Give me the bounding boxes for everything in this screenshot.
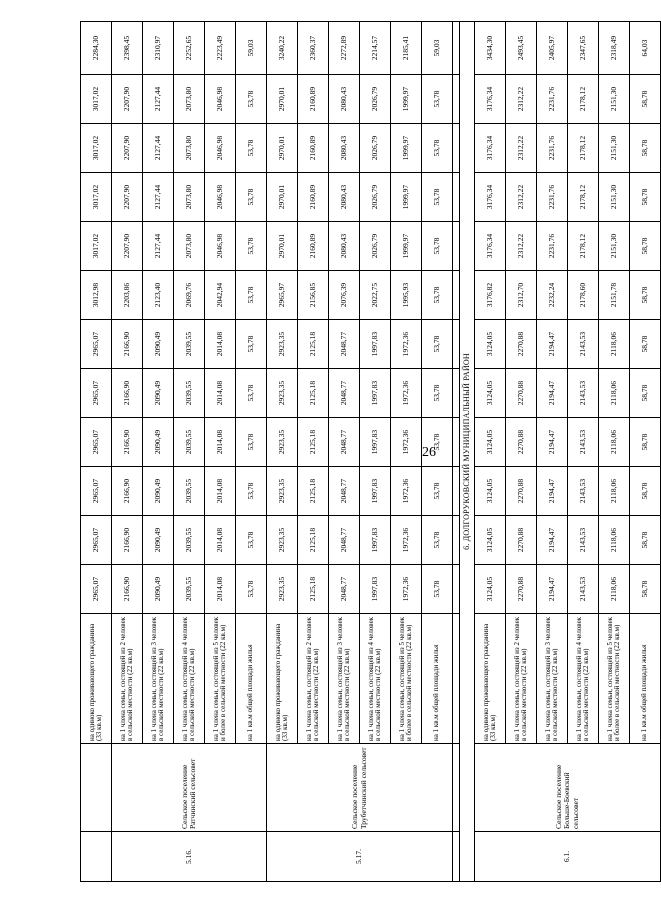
row-label: на 1 члена семьи, состоящей из 3 человек в сельской местности (22 кв.м) [329, 614, 360, 744]
value-cell: 2194,47 [537, 565, 568, 614]
value-cell: 3124,05 [475, 565, 506, 614]
value-cell: 2207,90 [112, 75, 143, 124]
empty-cell [453, 516, 460, 565]
value-cell: 2048,77 [329, 516, 360, 565]
value-cell: 2270,88 [506, 467, 537, 516]
value-cell: 1997,83 [360, 369, 391, 418]
value-cell: 2166,90 [112, 467, 143, 516]
empty-cell [453, 271, 460, 320]
value-cell: 2178,60 [568, 271, 599, 320]
value-cell: 58,78 [630, 565, 661, 614]
value-cell: 3017,02 [81, 222, 112, 271]
value-cell: 2048,77 [329, 320, 360, 369]
value-cell: 2970,01 [267, 222, 298, 271]
value-cell: 2026,79 [360, 75, 391, 124]
value-cell: 2965,07 [81, 467, 112, 516]
value-cell: 2080,43 [329, 75, 360, 124]
value-cell: 2156,85 [298, 271, 329, 320]
value-cell: 2252,65 [174, 22, 205, 75]
value-cell: 2160,89 [298, 124, 329, 173]
value-cell: 2166,90 [112, 418, 143, 467]
value-cell: 2127,44 [143, 222, 174, 271]
value-cell: 2178,12 [568, 124, 599, 173]
value-cell: 2166,90 [112, 516, 143, 565]
value-cell: 2046,98 [205, 124, 236, 173]
value-cell: 2923,35 [267, 516, 298, 565]
settlement-name: Сельское поселение Больше-Боевский сельсовет [475, 744, 661, 832]
value-cell: 2026,79 [360, 124, 391, 173]
value-cell: 2014,08 [205, 467, 236, 516]
value-cell: 2270,88 [506, 516, 537, 565]
value-cell: 1972,36 [391, 320, 422, 369]
empty-cell [453, 75, 460, 124]
value-cell: 2965,07 [81, 516, 112, 565]
value-cell: 2090,49 [143, 516, 174, 565]
value-cell: 2166,90 [112, 320, 143, 369]
value-cell: 2178,12 [568, 222, 599, 271]
value-cell: 2270,88 [506, 369, 537, 418]
settlement-name [81, 744, 112, 832]
value-cell: 2143,53 [568, 467, 599, 516]
value-cell: 53,78 [236, 173, 267, 222]
value-cell: 53,78 [236, 369, 267, 418]
value-cell: 2118,06 [599, 320, 630, 369]
value-cell: 2398,45 [112, 22, 143, 75]
value-cell: 2143,53 [568, 418, 599, 467]
value-cell: 2039,55 [174, 467, 205, 516]
value-cell: 1999,97 [391, 75, 422, 124]
value-cell: 53,78 [422, 75, 453, 124]
value-cell: 2069,76 [174, 271, 205, 320]
value-cell: 2166,90 [112, 565, 143, 614]
value-cell: 2039,55 [174, 516, 205, 565]
value-cell: 53,78 [422, 271, 453, 320]
empty-cell [453, 369, 460, 418]
value-cell: 2270,88 [506, 418, 537, 467]
value-cell: 2090,49 [143, 565, 174, 614]
value-cell: 3124,05 [475, 320, 506, 369]
value-cell: 2194,47 [537, 320, 568, 369]
value-cell: 1972,36 [391, 516, 422, 565]
value-cell: 2090,49 [143, 369, 174, 418]
settlement-name: Сельское поселение Ратчинский сельсовет [112, 744, 267, 832]
value-cell: 3176,34 [475, 222, 506, 271]
value-cell: 2048,77 [329, 565, 360, 614]
value-cell: 2272,89 [329, 22, 360, 75]
value-cell: 2143,53 [568, 565, 599, 614]
value-cell: 3434,30 [475, 22, 506, 75]
value-cell: 2231,76 [537, 75, 568, 124]
value-cell: 2125,18 [298, 516, 329, 565]
row-number [81, 832, 112, 882]
value-cell: 3176,34 [475, 75, 506, 124]
value-cell: 3017,02 [81, 173, 112, 222]
empty-cell [453, 320, 460, 369]
value-cell: 2014,08 [205, 418, 236, 467]
value-cell: 1999,97 [391, 124, 422, 173]
value-cell: 53,78 [422, 124, 453, 173]
value-cell: 2073,80 [174, 222, 205, 271]
value-cell: 58,78 [630, 124, 661, 173]
value-cell: 2039,55 [174, 418, 205, 467]
value-cell: 2923,35 [267, 369, 298, 418]
value-cell: 53,78 [236, 565, 267, 614]
row-label: на 1 члена семьи, состоящей из 4 человек в сельской местности (22 кв.м) [360, 614, 391, 744]
table-row [112, 22, 143, 882]
value-cell: 2143,53 [568, 516, 599, 565]
value-cell: 2360,37 [298, 22, 329, 75]
value-cell: 59,03 [236, 22, 267, 75]
value-cell: 3176,34 [475, 124, 506, 173]
value-cell: 2207,90 [112, 222, 143, 271]
value-cell: 1995,93 [391, 271, 422, 320]
value-cell: 2194,47 [537, 467, 568, 516]
value-cell: 2118,06 [599, 467, 630, 516]
value-cell: 53,78 [422, 467, 453, 516]
value-cell: 64,03 [630, 22, 661, 75]
empty-cell [453, 418, 460, 467]
value-cell: 2026,79 [360, 222, 391, 271]
value-cell: 1972,36 [391, 467, 422, 516]
value-cell: 58,78 [630, 369, 661, 418]
value-cell: 2160,89 [298, 173, 329, 222]
value-cell: 1999,97 [391, 173, 422, 222]
value-cell: 3017,02 [81, 124, 112, 173]
value-cell: 2127,44 [143, 75, 174, 124]
value-cell: 2231,76 [537, 173, 568, 222]
value-cell: 2312,22 [506, 124, 537, 173]
value-cell: 2965,07 [81, 369, 112, 418]
empty-cell [453, 467, 460, 516]
value-cell: 2090,49 [143, 467, 174, 516]
empty-cell [453, 22, 460, 75]
value-cell: 2125,18 [298, 467, 329, 516]
row-label: на 1 члена семьи, состоящей из 2 человек в сельской местности (22 кв.м) [506, 614, 537, 744]
value-cell: 2118,06 [599, 418, 630, 467]
empty-cell [453, 173, 460, 222]
value-cell: 2214,57 [360, 22, 391, 75]
row-label: на 1 члена семьи, состоящей из 4 человек в сельской местности (22 кв.м) [568, 614, 599, 744]
value-cell: 2125,18 [298, 565, 329, 614]
row-label: на 1 члена семьи, состоящей из 2 человек в сельской местности (22 кв.м) [298, 614, 329, 744]
row-label: на 1 члена семьи, состоящей из 2 человек в сельской местности (22 кв.м) [112, 614, 143, 744]
value-cell: 2151,30 [599, 173, 630, 222]
value-cell: 2207,90 [112, 173, 143, 222]
value-cell: 53,78 [236, 271, 267, 320]
page-number: 26 [422, 445, 436, 460]
value-cell: 2046,98 [205, 75, 236, 124]
value-cell: 2312,70 [506, 271, 537, 320]
value-cell: 2123,40 [143, 271, 174, 320]
empty-cell [453, 832, 460, 882]
value-cell: 2284,30 [81, 22, 112, 75]
value-cell: 2312,22 [506, 75, 537, 124]
value-cell: 2039,55 [174, 369, 205, 418]
value-cell: 2151,78 [599, 271, 630, 320]
value-cell: 2312,22 [506, 173, 537, 222]
value-cell: 1997,83 [360, 467, 391, 516]
value-cell: 53,78 [236, 222, 267, 271]
value-cell: 53,78 [236, 467, 267, 516]
value-cell: 2080,43 [329, 173, 360, 222]
table-row [267, 22, 298, 882]
value-cell: 2270,88 [506, 565, 537, 614]
empty-cell [453, 124, 460, 173]
value-cell: 53,78 [236, 124, 267, 173]
value-cell: 2127,44 [143, 173, 174, 222]
value-cell: 53,78 [236, 75, 267, 124]
value-cell: 2312,22 [506, 222, 537, 271]
value-cell: 2151,30 [599, 222, 630, 271]
value-cell: 2080,43 [329, 124, 360, 173]
value-cell: 2151,30 [599, 124, 630, 173]
value-cell: 2125,18 [298, 369, 329, 418]
value-cell: 2014,08 [205, 320, 236, 369]
value-cell: 2347,65 [568, 22, 599, 75]
value-cell: 2178,12 [568, 173, 599, 222]
value-cell: 3176,34 [475, 173, 506, 222]
value-cell: 3017,02 [81, 75, 112, 124]
section-header: 6. ДОЛГОРУКОВСКИЙ МУНИЦИПАЛЬНЫЙ РАЙОН [460, 22, 475, 882]
row-label: на одиноко проживающего гражданина (33 кв.м) [475, 614, 506, 744]
value-cell: 53,78 [236, 516, 267, 565]
value-cell: 1997,83 [360, 565, 391, 614]
value-cell: 2014,08 [205, 369, 236, 418]
value-cell: 2270,88 [506, 320, 537, 369]
value-cell: 2160,89 [298, 222, 329, 271]
value-cell: 1972,36 [391, 369, 422, 418]
value-cell: 2022,75 [360, 271, 391, 320]
value-cell: 2207,90 [112, 124, 143, 173]
row-label: на 1 члена семьи, состоящей из 5 человек и более в сельской местности (22 кв.м) [205, 614, 236, 744]
value-cell: 2048,77 [329, 369, 360, 418]
row-label: на 1 кв.м общей площади жилья [630, 614, 661, 744]
value-cell: 2127,44 [143, 124, 174, 173]
value-cell: 2151,30 [599, 75, 630, 124]
row-label: на одиноко проживающего гражданина (33 кв.м) [81, 614, 112, 744]
value-cell: 2073,80 [174, 75, 205, 124]
value-cell: 3124,05 [475, 516, 506, 565]
value-cell: 2073,80 [174, 173, 205, 222]
value-cell: 53,78 [422, 418, 453, 467]
value-cell: 53,78 [236, 320, 267, 369]
value-cell: 2046,98 [205, 173, 236, 222]
value-cell: 2014,08 [205, 565, 236, 614]
value-cell: 2048,77 [329, 467, 360, 516]
value-cell: 53,78 [422, 565, 453, 614]
value-cell: 2143,53 [568, 320, 599, 369]
value-cell: 2965,97 [267, 271, 298, 320]
value-cell: 59,03 [422, 22, 453, 75]
value-cell: 58,78 [630, 320, 661, 369]
value-cell: 2223,49 [205, 22, 236, 75]
empty-cell [453, 614, 460, 744]
row-label: на 1 члена семьи, состоящей из 3 человек в сельской местности (22 кв.м) [143, 614, 174, 744]
value-cell: 2923,35 [267, 418, 298, 467]
value-cell: 2014,08 [205, 516, 236, 565]
value-cell: 58,78 [630, 418, 661, 467]
value-cell: 2194,47 [537, 369, 568, 418]
value-cell: 2048,77 [329, 418, 360, 467]
value-cell: 53,78 [422, 320, 453, 369]
value-cell: 2039,55 [174, 320, 205, 369]
value-cell: 58,78 [630, 173, 661, 222]
value-cell: 2118,06 [599, 565, 630, 614]
value-cell: 2923,35 [267, 320, 298, 369]
value-cell: 58,78 [630, 75, 661, 124]
value-cell: 3124,05 [475, 418, 506, 467]
value-cell: 3240,22 [267, 22, 298, 75]
value-cell: 2090,49 [143, 320, 174, 369]
value-cell: 2143,53 [568, 369, 599, 418]
row-number: 5.16. [112, 832, 267, 882]
value-cell: 2125,18 [298, 418, 329, 467]
value-cell: 2166,90 [112, 369, 143, 418]
value-cell: 53,78 [422, 222, 453, 271]
table-row [475, 22, 506, 882]
value-cell: 3176,82 [475, 271, 506, 320]
value-cell: 2232,24 [537, 271, 568, 320]
value-cell: 1997,83 [360, 418, 391, 467]
value-cell: 1972,36 [391, 418, 422, 467]
row-label: на 1 члена семьи, состоящей из 5 человек и более в сельской местности (22 кв.м) [391, 614, 422, 744]
value-cell: 2923,35 [267, 565, 298, 614]
value-cell: 2318,49 [599, 22, 630, 75]
section-row [460, 22, 475, 882]
value-cell: 2965,07 [81, 320, 112, 369]
spacer-row [453, 22, 460, 882]
empty-cell [453, 222, 460, 271]
value-cell: 2231,76 [537, 124, 568, 173]
row-label: на одиноко проживающего гражданина (33 кв.м) [267, 614, 298, 744]
value-cell: 2185,41 [391, 22, 422, 75]
value-cell: 2090,49 [143, 418, 174, 467]
value-cell: 2160,89 [298, 75, 329, 124]
value-cell: 2965,07 [81, 418, 112, 467]
value-cell: 2405,97 [537, 22, 568, 75]
value-cell: 58,78 [630, 467, 661, 516]
value-cell: 2310,97 [143, 22, 174, 75]
row-label: на 1 члена семьи, состоящей из 5 человек и более в сельской местности (22 кв.м) [599, 614, 630, 744]
value-cell: 2970,01 [267, 75, 298, 124]
value-cell: 2231,76 [537, 222, 568, 271]
value-cell: 2026,79 [360, 173, 391, 222]
value-cell: 53,78 [236, 418, 267, 467]
value-cell: 1972,36 [391, 565, 422, 614]
value-cell: 3124,05 [475, 369, 506, 418]
value-cell: 1997,83 [360, 320, 391, 369]
row-number: 6.1. [475, 832, 661, 882]
value-cell: 2965,07 [81, 565, 112, 614]
value-cell: 58,78 [630, 271, 661, 320]
value-cell: 2493,45 [506, 22, 537, 75]
row-label: на 1 кв.м общей площади жилья [236, 614, 267, 744]
value-cell: 2076,39 [329, 271, 360, 320]
value-cell: 2970,01 [267, 173, 298, 222]
value-cell: 2194,47 [537, 418, 568, 467]
value-cell: 2125,18 [298, 320, 329, 369]
empty-cell [453, 744, 460, 832]
row-label: на 1 кв.м общей площади жилья [422, 614, 453, 744]
value-cell: 53,78 [422, 369, 453, 418]
value-cell: 2923,35 [267, 467, 298, 516]
value-cell: 2080,43 [329, 222, 360, 271]
value-cell: 53,78 [422, 173, 453, 222]
rotated-page [80, 22, 649, 882]
value-cell: 2203,86 [112, 271, 143, 320]
empty-cell [453, 565, 460, 614]
value-cell: 1999,97 [391, 222, 422, 271]
value-cell: 2178,12 [568, 75, 599, 124]
tariff-table [80, 21, 661, 882]
value-cell: 2042,94 [205, 271, 236, 320]
value-cell: 2073,80 [174, 124, 205, 173]
value-cell: 2970,01 [267, 124, 298, 173]
value-cell: 2118,06 [599, 516, 630, 565]
value-cell: 3124,05 [475, 467, 506, 516]
value-cell: 3012,98 [81, 271, 112, 320]
table-row [81, 22, 112, 882]
value-cell: 58,78 [630, 222, 661, 271]
row-label: на 1 члена семьи, состоящей из 3 человек в сельской местности (22 кв.м) [537, 614, 568, 744]
value-cell: 2194,47 [537, 516, 568, 565]
value-cell: 2118,06 [599, 369, 630, 418]
value-cell: 2039,55 [174, 565, 205, 614]
value-cell: 53,78 [422, 516, 453, 565]
value-cell: 58,78 [630, 516, 661, 565]
row-number: 5.17. [267, 832, 453, 882]
settlement-name: Сельское поселение Трубетчинский сельсовет [267, 744, 453, 832]
value-cell: 2046,98 [205, 222, 236, 271]
row-label: на 1 члена семьи, состоящей из 4 человек в сельской местности (22 кв.м) [174, 614, 205, 744]
value-cell: 1997,83 [360, 516, 391, 565]
